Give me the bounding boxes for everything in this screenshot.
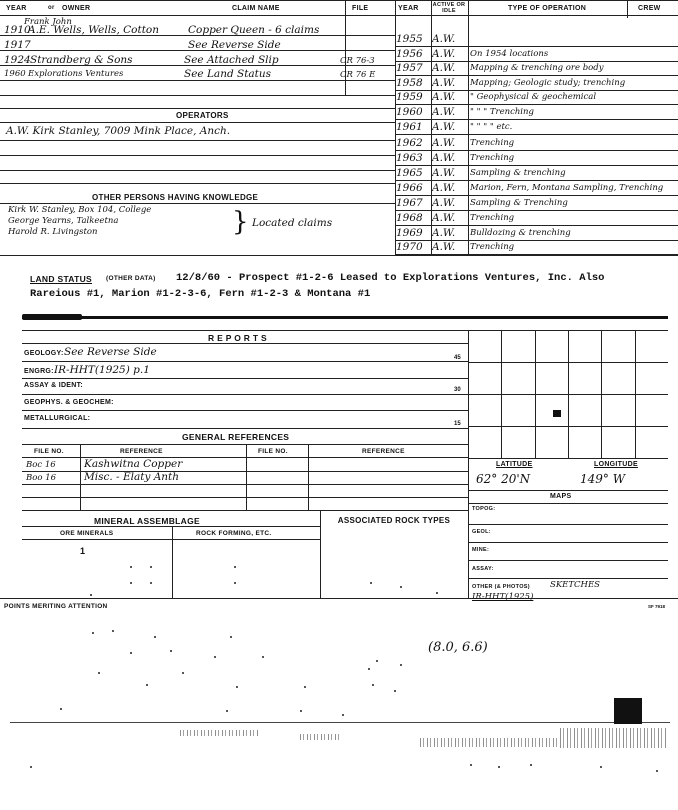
scale-45: 45 bbox=[454, 355, 461, 361]
operators-title: OPERATORS bbox=[176, 111, 229, 120]
ref-file-1: Boo 16 bbox=[26, 473, 56, 483]
operation-year-6: 1961 bbox=[396, 121, 423, 133]
geology-label: GEOLOGY: bbox=[24, 350, 64, 357]
owner-year-0: 1910 bbox=[4, 24, 31, 36]
operation-year-10: 1966 bbox=[396, 182, 423, 194]
general-references-title: GENERAL REFERENCES bbox=[182, 432, 290, 442]
header-file: FILE bbox=[352, 5, 369, 12]
ref-file-no-header-2: FILE NO. bbox=[258, 448, 288, 455]
section-divider bbox=[22, 316, 668, 319]
operation-year-9: 1965 bbox=[396, 167, 423, 179]
operation-active-14: A.W. bbox=[432, 241, 456, 253]
engrg-value: IR-HHT(1925) p.1 bbox=[54, 364, 150, 376]
other-person-0: Kirk W. Stanley, Box 104, College bbox=[8, 205, 152, 215]
geophys-label: GEOPHYS. & GEOCHEM: bbox=[24, 399, 114, 406]
operation-type-12: Trenching bbox=[470, 213, 515, 223]
owner-year-2: 1924 bbox=[4, 54, 31, 66]
operation-year-1: 1956 bbox=[396, 48, 423, 60]
assay-ident-label: ASSAY & IDENT: bbox=[24, 382, 84, 389]
land-status-label-note: (OTHER DATA) bbox=[106, 275, 156, 282]
geology-value: See Reverse Side bbox=[64, 346, 157, 358]
operation-active-5: A.W. bbox=[432, 106, 456, 118]
operation-year-7: 1962 bbox=[396, 137, 423, 149]
operation-active-7: A.W. bbox=[432, 137, 456, 149]
other-person-2: Harold R. Livingston bbox=[8, 227, 98, 237]
scan-blot bbox=[614, 698, 642, 724]
operation-active-0: A.W. bbox=[432, 33, 456, 45]
operation-type-4: " Geophysical & geochemical bbox=[470, 92, 597, 102]
operation-year-0: 1955 bbox=[396, 33, 423, 45]
header-active-idle: ACTIVE OR IDLE bbox=[432, 2, 466, 14]
owner-name-3: Explorations Ventures bbox=[28, 69, 124, 79]
reports-title: R E P O R T S bbox=[208, 333, 268, 343]
owner-year-3: 1960 bbox=[4, 69, 26, 79]
operation-year-2: 1957 bbox=[396, 62, 423, 74]
operation-active-11: A.W. bbox=[432, 197, 456, 209]
owner-name-2: Strandberg & Sons bbox=[30, 54, 133, 66]
maps-label: MAPS bbox=[550, 493, 572, 500]
associated-rock-types-header: ASSOCIATED ROCK TYPES bbox=[337, 516, 451, 525]
operation-year-4: 1959 bbox=[396, 91, 423, 103]
claim-file-3: CR 76 E bbox=[340, 70, 376, 80]
header-claim-name: CLAIM NAME bbox=[232, 5, 280, 12]
engrg-label: ENGRG: bbox=[24, 368, 54, 375]
other-person-1: George Yearns, Talkeetna bbox=[8, 216, 119, 226]
mine-label: MINE: bbox=[472, 547, 490, 553]
operation-type-14: Trenching bbox=[470, 242, 515, 252]
header-owner: OWNER bbox=[62, 5, 91, 12]
other-photos-label: OTHER (& PHOTOS) bbox=[472, 584, 530, 590]
operation-active-9: A.W. bbox=[432, 167, 456, 179]
operation-year-8: 1963 bbox=[396, 152, 423, 164]
claim-name-1: See Reverse Side bbox=[188, 39, 281, 51]
operation-year-11: 1967 bbox=[396, 197, 423, 209]
topog-label: TOPOG: bbox=[472, 506, 496, 512]
operation-type-5: " " " Trenching bbox=[470, 107, 534, 117]
claim-file-2: CR 76-3 bbox=[340, 56, 375, 66]
ref-file-no-header: FILE NO. bbox=[34, 448, 64, 455]
ref-text-1: Misc. - Elaty Anth bbox=[84, 471, 180, 483]
ore-marker: 1 bbox=[80, 546, 86, 556]
operation-type-11: Sampling & Trenching bbox=[470, 198, 568, 208]
claim-name-0: Copper Queen - 6 claims bbox=[188, 24, 320, 36]
other-photos-value-2: IR-HHT(1925) bbox=[472, 592, 534, 602]
operation-type-1: On 1954 locations bbox=[470, 49, 549, 59]
operation-active-2: A.W. bbox=[432, 62, 456, 74]
ore-minerals-header: ORE MINERALS bbox=[60, 530, 114, 537]
operation-active-8: A.W. bbox=[432, 152, 456, 164]
operation-year-13: 1969 bbox=[396, 227, 423, 239]
mineral-assemblage-title: MINERAL ASSEMBLAGE bbox=[94, 516, 200, 526]
ref-reference-header-2: REFERENCE bbox=[362, 448, 405, 455]
operation-active-13: A.W. bbox=[432, 227, 456, 239]
operation-type-8: Trenching bbox=[470, 153, 515, 163]
operation-type-2: Mapping & trenching ore body bbox=[470, 63, 604, 73]
operation-active-10: A.W. bbox=[432, 182, 456, 194]
coordinates-note: (8.0, 6.6) bbox=[428, 640, 488, 655]
assay-map-label: ASSAY: bbox=[472, 566, 494, 572]
scale-30: 30 bbox=[454, 387, 461, 393]
land-status-label: LAND STATUS bbox=[30, 274, 93, 284]
operation-year-14: 1970 bbox=[396, 241, 423, 253]
operation-type-13: Bulldozing & trenching bbox=[470, 228, 571, 238]
operation-type-6: " " " " etc. bbox=[470, 122, 513, 132]
metallurgical-label: METALLURGICAL: bbox=[24, 415, 91, 422]
longitude-label: LONGITUDE bbox=[594, 461, 638, 468]
operation-active-4: A.W. bbox=[432, 91, 456, 103]
points-meriting-attention-label: POINTS MERITING ATTENTION bbox=[4, 603, 108, 610]
owner-note-0: Frank John bbox=[24, 17, 72, 27]
operation-type-7: Trenching bbox=[470, 138, 515, 148]
land-status-line-1: 12/8/60 - Prospect #1-2-6 Leased to Explorations Ventures, Inc. Also bbox=[176, 272, 605, 284]
ref-text-0: Kashwitna Copper bbox=[84, 458, 183, 470]
operation-type-9: Sampling & trenching bbox=[470, 168, 566, 178]
operation-year-12: 1968 bbox=[396, 212, 423, 224]
owner-name-0: A.E. Wells, Wells, Cotton bbox=[28, 24, 159, 36]
operator-0: A.W. Kirk Stanley, 7009 Mink Place, Anch. bbox=[6, 125, 231, 137]
header-year: YEAR bbox=[6, 5, 27, 12]
header-crew: CREW bbox=[638, 5, 661, 12]
other-persons-note: Located claims bbox=[252, 217, 333, 229]
rock-forming-header: ROCK FORMING, ETC. bbox=[196, 530, 272, 537]
header-year-2: YEAR bbox=[398, 5, 419, 12]
longitude-value: 149° W bbox=[580, 472, 626, 486]
owner-year-1: 1917 bbox=[4, 39, 31, 51]
scale-15: 15 bbox=[454, 421, 461, 427]
operation-active-3: A.W. bbox=[432, 77, 456, 89]
header-owner-prefix: or bbox=[48, 5, 55, 11]
operation-active-1: A.W. bbox=[432, 48, 456, 60]
claim-name-2: See Attached Slip bbox=[184, 54, 279, 66]
header-type-of-operation: TYPE OF OPERATION bbox=[508, 5, 587, 12]
location-marker bbox=[553, 410, 561, 417]
other-photos-value: SKETCHES bbox=[550, 580, 600, 590]
land-status-line-2: Rareious #1, Marion #1-2-3-6, Fern #1-2-3 & Montana #1 bbox=[30, 288, 371, 300]
brace-icon: } bbox=[232, 207, 249, 237]
operation-type-3: Mapping; Geologic study; trenching bbox=[470, 78, 626, 88]
operation-active-6: A.W. bbox=[432, 121, 456, 133]
latitude-label: LATITUDE bbox=[496, 461, 533, 468]
operation-active-12: A.W. bbox=[432, 212, 456, 224]
form-code: SF 7918 bbox=[648, 604, 666, 609]
claim-name-3: See Land Status bbox=[184, 68, 272, 80]
operation-year-5: 1960 bbox=[396, 106, 423, 118]
ref-reference-header: REFERENCE bbox=[120, 448, 163, 455]
other-persons-title: OTHER PERSONS HAVING KNOWLEDGE bbox=[92, 193, 259, 202]
latitude-value: 62° 20'N bbox=[476, 472, 531, 486]
operation-type-10: Marion, Fern, Montana Sampling, Trenching bbox=[470, 183, 664, 193]
operation-year-3: 1958 bbox=[396, 77, 423, 89]
ref-file-0: Boc 16 bbox=[26, 460, 56, 470]
geol-label: GEOL: bbox=[472, 529, 491, 535]
